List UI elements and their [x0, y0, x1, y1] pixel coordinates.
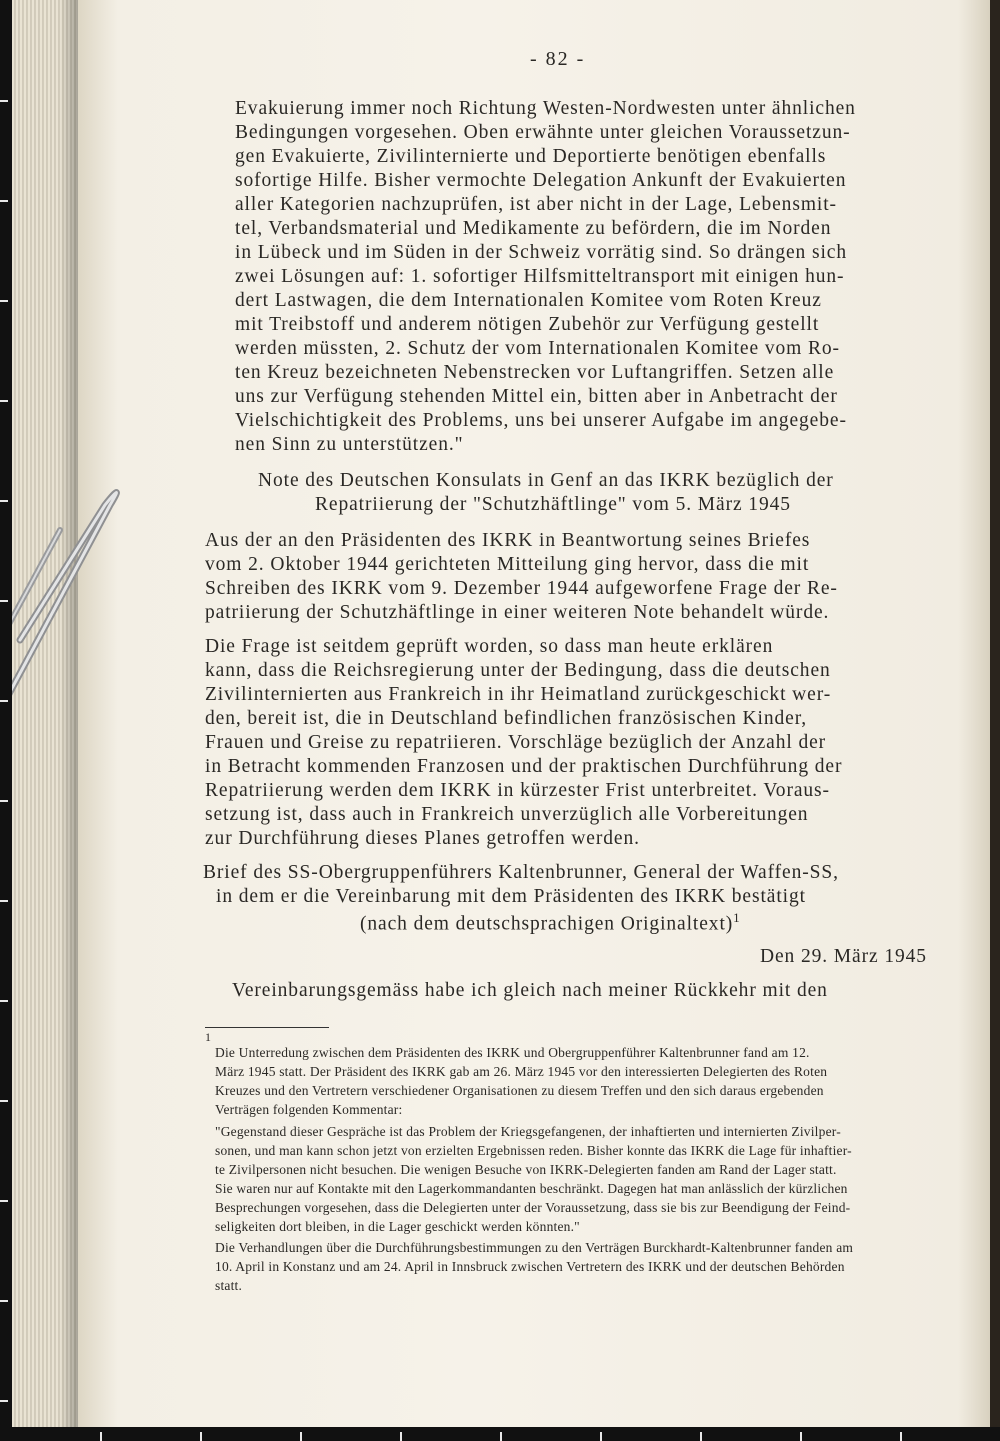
- paragraph-line: Frauen und Greise zu repatriieren. Vorschläge bezüglich der Anzahl der: [205, 732, 827, 753]
- paragraph-line: zur Durchführung dieses Planes getroffen werden.: [205, 828, 640, 849]
- footnote-line: Sie waren nur auf Kontakte mit den Lagerkommandanten beschränkt. Dagegen hat man anlässlich der kürzlichen: [215, 1181, 848, 1196]
- footnote-line: 10. April in Konstanz und am 24. April in Innsbruck zwischen Vertretern des IKRK und der deutschen Behörden: [215, 1259, 845, 1274]
- letter-opening-line: Vereinbarungsgemäss habe ich gleich nach meiner Rückkehr mit den: [232, 980, 828, 1001]
- letter-date: Den 29. März 1945: [760, 946, 927, 967]
- scan-ruler-bottom: [0, 1427, 1000, 1441]
- footnote-marker: 1: [205, 1030, 211, 1044]
- heading-line: Brief des SS-Obergruppenführers Kaltenbrunner, General der Waffen-SS,: [203, 862, 839, 883]
- footnote-reference: 1: [733, 910, 741, 925]
- heading-line: [360, 910, 741, 936]
- paragraph-line: aller Kategorien nachzuprüfen, ist aber nicht in der Lage, Lebensmit-: [235, 194, 837, 215]
- paragraph-line: setzung ist, dass auch in Frankreich unverzüglich alle Vorbereitungen: [205, 804, 809, 825]
- footnote-line: Die Unterredung zwischen dem Präsidenten des IKRK und Obergruppenführer Kaltenbrunner fand am 12.: [215, 1045, 810, 1060]
- paragraph-line: nen Sinn zu unterstützen.": [235, 434, 464, 455]
- paragraph-line: Repatriierung werden dem IKRK in kürzester Frist unterbreitet. Voraus-: [205, 780, 830, 801]
- paragraph-line: dert Lastwagen, die dem Internationalen Komitee vom Roten Kreuz: [235, 290, 822, 311]
- paragraph-line: werden müssten, 2. Schutz der vom Internationalen Komitee vom Ro-: [235, 338, 840, 359]
- paragraph-line: kann, dass die Reichsregierung unter der Bedingung, dass die deutschen: [205, 660, 831, 681]
- paragraph-line: mit Treibstoff und anderem nötigen Zubehör zur Verfügung gestellt: [235, 314, 820, 335]
- paragraph-line: sofortige Hilfe. Bisher vermochte Delegation Ankunft der Evakuierten: [235, 170, 847, 191]
- footnote-divider: [205, 1027, 329, 1028]
- footnote-line: sonen, und man kann schon jetzt von erzielten Ergebnissen reden. Bisher konnte das IKRK die Lage für inhaftier-: [215, 1143, 852, 1158]
- footnote-line: "Gegenstand dieser Gespräche ist das Problem der Kriegsgefangenen, der inhaftierten und internierten Zivilper-: [215, 1124, 841, 1139]
- paragraph-line: tel, Verbandsmaterial und Medikamente zu befördern, die im Norden: [235, 218, 832, 239]
- paragraph-line: Schreiben des IKRK vom 9. Dezember 1944 aufgeworfene Frage der Re-: [205, 578, 838, 599]
- footnote-line: seligkeiten dort bleiben, in die Lager geschickt werden könnten.": [215, 1219, 580, 1234]
- paragraph-line: Evakuierung immer noch Richtung Westen-Nordwesten unter ähnlichen: [235, 98, 856, 119]
- paragraph-line: Aus der an den Präsidenten des IKRK in Beantwortung seines Briefes: [205, 530, 811, 551]
- heading-line: in dem er die Vereinbarung mit dem Präsidenten des IKRK bestätigt: [216, 886, 806, 907]
- paragraph-line: patriierung der Schutzhäftlinge in einer weiteren Note behandelt würde.: [205, 602, 830, 623]
- footnote-line: Besprechungen vorgesehen, dass die Delegierten unter der Voraussetzung, dass sie bis zur Beendigung der Feind-: [215, 1200, 851, 1215]
- page-number: - 82 -: [530, 48, 586, 70]
- footnote-line: statt.: [215, 1278, 243, 1293]
- paragraph-line: Die Frage ist seitdem geprüft worden, so dass man heute erklären: [205, 636, 774, 657]
- paragraph-line: Bedingungen vorgesehen. Oben erwähnte unter gleichen Voraussetzun-: [235, 122, 851, 143]
- paragraph-line: Vielschichtigkeit des Problems, uns bei unserer Aufgabe im angegebe-: [235, 410, 847, 431]
- heading-line: Note des Deutschen Konsulats in Genf an das IKRK bezüglich der: [258, 470, 834, 491]
- footnote-line: Die Verhandlungen über die Durchführungsbestimmungen zu den Verträgen Burckhardt-Kaltenbrunner fanden am: [215, 1240, 854, 1255]
- paragraph-line: ten Kreuz bezeichneten Nebenstrecken vor Luftangriffen. Setzen alle: [235, 362, 835, 383]
- paragraph-line: vom 2. Oktober 1944 gerichteten Mitteilung ging hervor, dass die mit: [205, 554, 810, 575]
- footnote-line: te Zivilpersonen nicht besuchen. Die wenigen Besuche von IKRK-Delegierten fanden am Rand der Lager statt.: [215, 1162, 837, 1177]
- paragraph-line: uns zur Verfügung stehenden Mittel ein, bitten aber in Anbetracht der: [235, 386, 838, 407]
- scan-ruler-left: [0, 0, 12, 1441]
- paragraph-line: zwei Lösungen auf: 1. sofortiger Hilfsmitteltransport mit einigen hun-: [235, 266, 845, 287]
- heading-line-text: (nach dem deutschsprachigen Originaltext): [360, 913, 734, 935]
- page-right-edge: [990, 0, 1000, 1441]
- footnote-line: März 1945 statt. Der Präsident des IKRK gab am 26. März 1945 vor den interessierten Delegierten des Roten: [215, 1064, 828, 1079]
- heading-line: Repatriierung der "Schutzhäftlinge" vom 5. März 1945: [315, 494, 791, 515]
- footnote-line: Kreuzes und den Vertretern verschiedener Organisationen zu diesem Treffen und den sich daraus ergebenden: [215, 1083, 824, 1098]
- paragraph-line: Zivilinternierten aus Frankreich in ihr Heimatland zurückgeschickt wer-: [205, 684, 832, 705]
- footnote-line: Verträgen folgenden Kommentar:: [215, 1102, 403, 1117]
- paragraph-line: in Betracht kommenden Franzosen und der praktischen Durchführung der: [205, 756, 843, 777]
- paragraph-line: gen Evakuierte, Zivilinternierte und Deportierte benötigen ebenfalls: [235, 146, 827, 167]
- paragraph-line: in Lübeck und im Süden in der Schweiz vorrätig sind. So drängen sich: [235, 242, 847, 263]
- paragraph-line: den, bereit ist, die in Deutschland befindlichen französischen Kinder,: [205, 708, 808, 729]
